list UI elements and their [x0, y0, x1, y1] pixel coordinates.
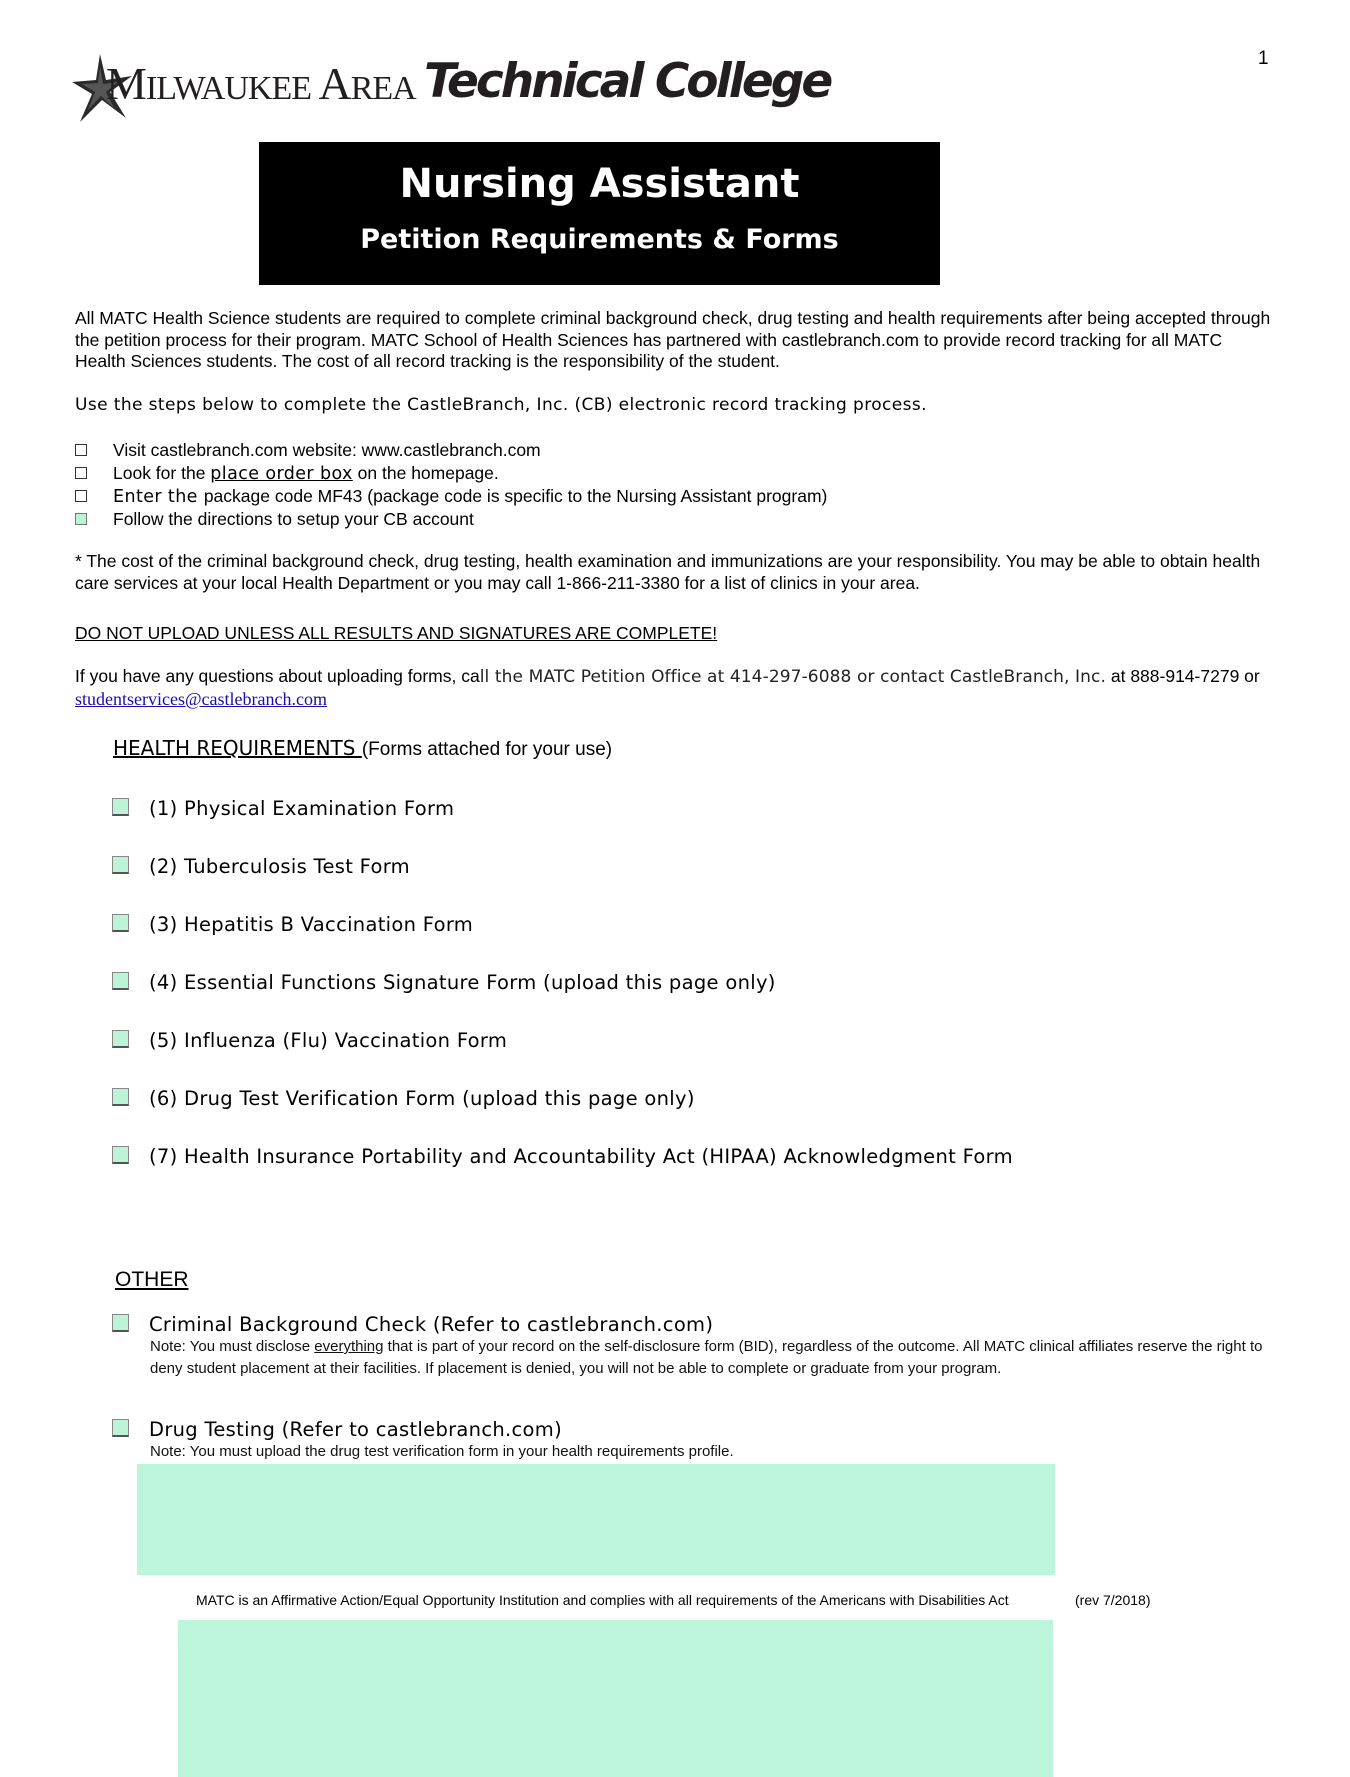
title-banner	[259, 142, 940, 285]
step-item-4: Follow the directions to setup your CB account	[75, 508, 474, 531]
criminal-check-note: Note: You must disclose everything that is part of your record on the self-disclosure form (BID), regardless of the outcome. All MATC clinical affiliates reserve the right to deny student placement at their facilities. If placement is denied, you will not be able to complete or graduate from your program.	[150, 1338, 1263, 1377]
other-heading: OTHER	[115, 1268, 189, 1291]
cost-note: * The cost of the criminal background check, drug testing, health examination and immunizations are your responsibility. You may be able to obtain health care services at your local Health Department or you may call 1-866-211-3380 for a list of clinics in your area.	[75, 551, 1261, 593]
page-number: 1	[1258, 48, 1269, 69]
steps-intro: Use the steps below to complete the CastleBranch, Inc. (CB) electronic record tracking process.	[75, 395, 927, 415]
requirement-item: (5) Influenza (Flu) Vaccination Form	[112, 1029, 507, 1052]
footer-revision: (rev 7/2018)	[1075, 1592, 1151, 1608]
email-link[interactable]: studentservices@castlebranch.com	[75, 688, 327, 709]
logo-bold-text: Technical College	[424, 54, 831, 109]
shaded-field-top	[137, 1464, 1055, 1575]
college-logo	[68, 50, 831, 126]
checkbox-icon	[75, 490, 87, 502]
checkbox[interactable]	[112, 1314, 129, 1332]
shaded-field-bottom	[178, 1620, 1053, 1777]
criminal-check-item: Criminal Background Check (Refer to castlebranch.com)	[112, 1313, 713, 1336]
requirement-item: (3) Hepatitis B Vaccination Form	[112, 913, 473, 936]
requirement-item: (1) Physical Examination Form	[112, 797, 454, 820]
step-item-3: Enter the package code MF43 (package code is specific to the Nursing Assistant program)	[75, 485, 827, 509]
page-title: Nursing Assistant	[399, 161, 800, 207]
logo-serif-text: MILWAUKEE AREA	[106, 58, 416, 109]
drug-testing-item: Drug Testing (Refer to castlebranch.com)	[112, 1418, 562, 1441]
checkbox[interactable]	[112, 1419, 129, 1437]
page-subtitle: Petition Requirements & Forms	[360, 224, 839, 255]
checkbox[interactable]	[112, 1088, 129, 1106]
checkbox[interactable]	[112, 914, 129, 932]
intro-paragraph: All MATC Health Science students are required to complete criminal background check, drug testing and health requirements after being accepted through the petition process for their program. MATC School of Health Sciences has partnered with castlebranch.com to provide record tracking for all MATC Health Sciences students. The cost of all record tracking is the responsibility of the student.	[75, 308, 1271, 371]
checkbox[interactable]	[112, 1030, 129, 1048]
checkbox-icon	[75, 467, 87, 479]
step-item-1: Visit castlebranch.com website: www.castlebranch.com	[75, 439, 541, 462]
checkbox[interactable]	[112, 798, 129, 816]
checkbox[interactable]	[112, 1146, 129, 1164]
requirement-item: (7) Health Insurance Portability and Accountability Act (HIPAA) Acknowledgment Form	[112, 1145, 1013, 1168]
requirement-item: (6) Drug Test Verification Form (upload this page only)	[112, 1087, 695, 1110]
checkbox-icon	[75, 513, 87, 525]
step-item-2: Look for the place order box on the homepage.	[75, 462, 499, 486]
upload-warning: DO NOT UPLOAD UNLESS ALL RESULTS AND SIGNATURES ARE COMPLETE!	[75, 623, 718, 643]
checkbox-icon	[75, 444, 87, 456]
health-requirements-heading: HEALTH REQUIREMENTS (Forms attached for your use)	[113, 736, 613, 760]
footer-statement: MATC is an Affirmative Action/Equal Opportunity Institution and complies with all requirements of the Americans with Disabilities Act	[196, 1592, 1009, 1608]
requirement-item: (4) Essential Functions Signature Form (upload this page only)	[112, 971, 776, 994]
requirement-item: (2) Tuberculosis Test Form	[112, 855, 410, 878]
checkbox[interactable]	[112, 972, 129, 990]
checkbox[interactable]	[112, 856, 129, 874]
drug-testing-note: Note: You must upload the drug test verification form in your health requirements profile.	[150, 1443, 734, 1460]
questions-paragraph: If you have any questions about uploading forms, call the MATC Petition Office at 414-297-6088 or contact CastleBranch, Inc. at 888-914-7279 or studentservices@castlebranch.com	[75, 666, 1260, 709]
